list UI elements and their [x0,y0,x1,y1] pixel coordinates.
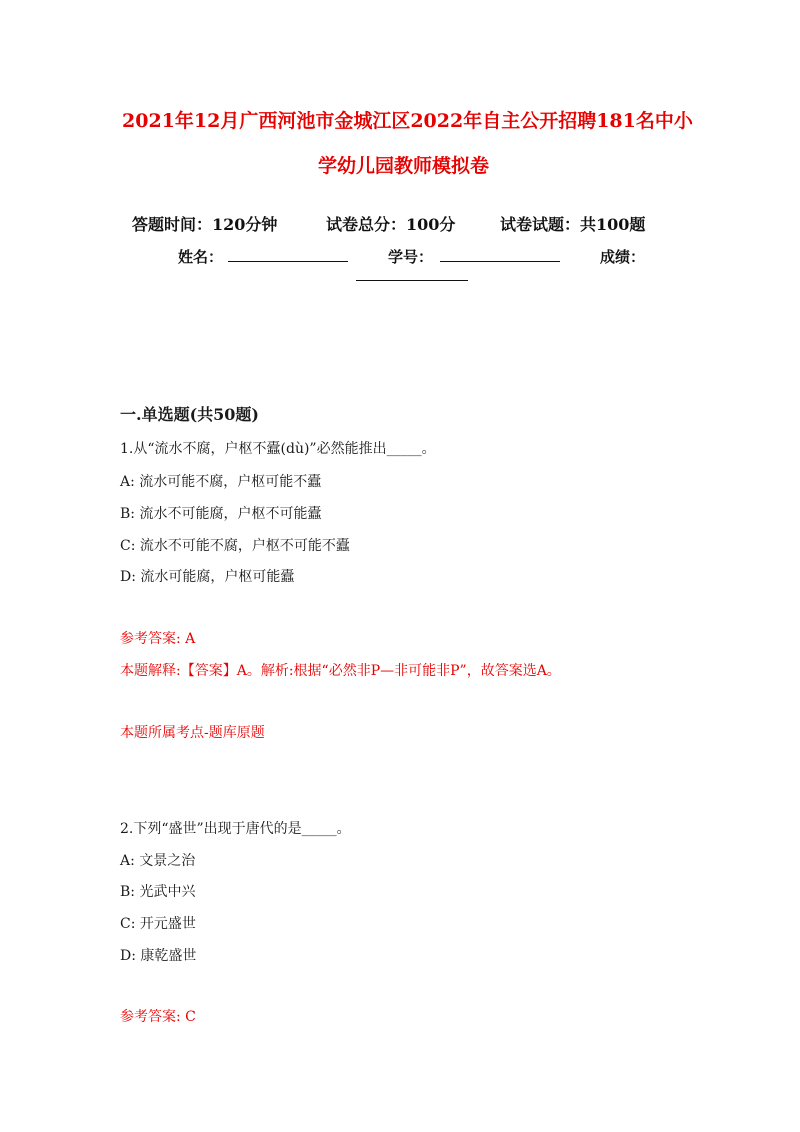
question-2-option-d: D: 康乾盛世 [120,948,197,964]
question-1-option-c: C: 流水不可能不腐，户枢不可能不蠹 [120,538,350,554]
question-2-option-b: B: 光武中兴 [120,884,196,900]
name-label: 姓名： [178,248,224,266]
section-heading: 一.单选题(共50题) [120,405,259,424]
student-id-label: 学号： [388,248,434,266]
score-label: 成绩： [600,248,646,266]
student-id-blank[interactable] [440,247,560,262]
question-1-option-a: A: 流水可能不腐，户枢可能不蠹 [120,474,322,490]
question-2-answer: 参考答案: C [120,1009,196,1025]
question-1-answer: 参考答案: A [120,631,196,647]
question-1-source: 本题所属考点-题库原题 [120,725,265,741]
exam-title-line1: 2021年12月广西河池市金城江区2022年自主公开招聘181名中小 [122,110,693,132]
question-1-option-d: D: 流水可能腐，户枢可能蠹 [120,569,295,585]
question-2-option-a: A: 文景之治 [120,853,196,869]
name-blank[interactable] [228,247,348,262]
exam-question-count: 试卷试题：共100题 [500,215,646,234]
question-2-option-c: C: 开元盛世 [120,916,196,932]
question-1-option-b: B: 流水不可能腐，户枢不可能蠹 [120,506,322,522]
question-1-stem: 1.从“流水不腐，户枢不蠹(dù)”必然能推出_____。 [120,441,436,457]
question-1-explanation: 本题解释:【答案】A。解析:根据“必然非P—非可能非P”，故答案选A。 [120,663,561,679]
question-2-stem: 2.下列“盛世”出现于唐代的是_____。 [120,821,351,837]
exam-title-line2: 学幼儿园教师模拟卷 [318,155,490,177]
exam-total-score: 试卷总分：100分 [326,215,456,234]
exam-time: 答题时间：120分钟 [132,215,278,234]
score-blank[interactable] [356,266,468,281]
